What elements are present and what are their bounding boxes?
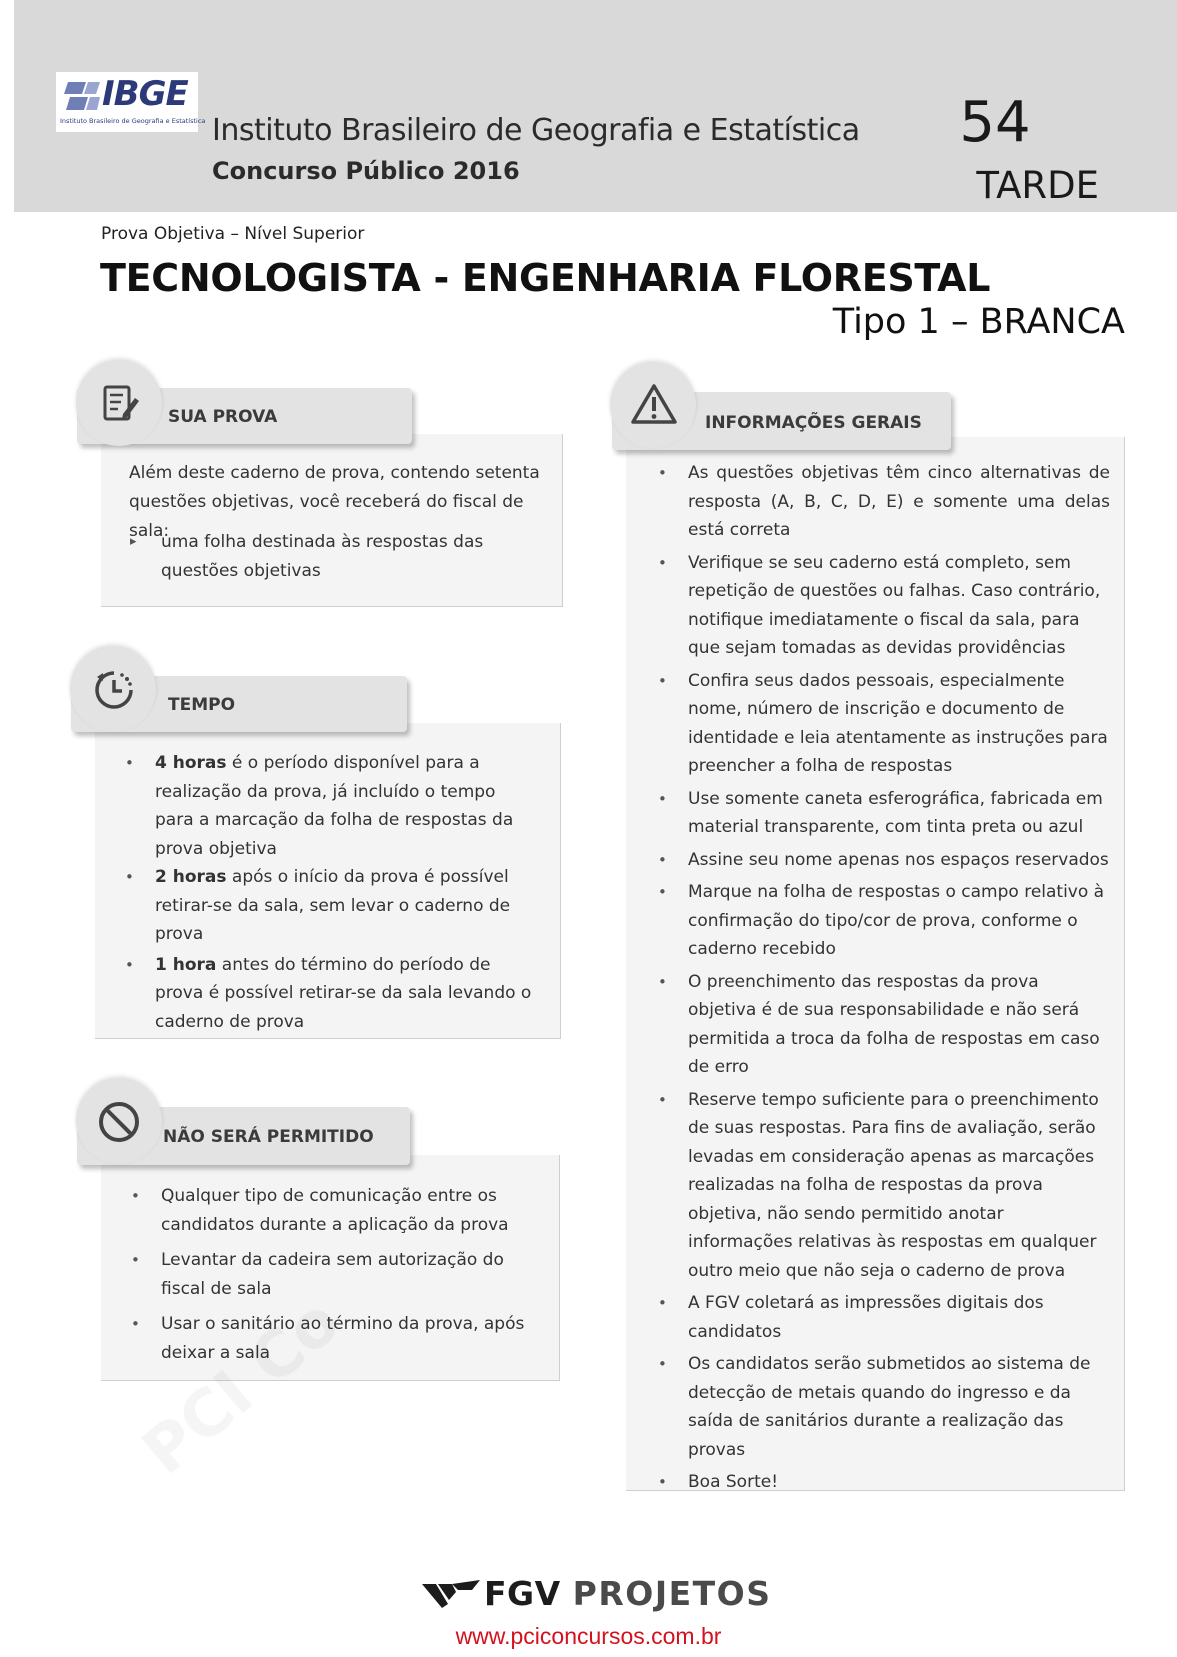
fgv-sub: PROJETOS	[572, 1574, 772, 1613]
list-item: • Assine seu nome apenas nos espaços reservados	[656, 846, 1110, 875]
ibge-logo-mark-icon	[62, 80, 102, 112]
concurso-title: Concurso Público 2016	[212, 157, 520, 185]
list-item	[123, 951, 539, 1037]
list-item: • As questões objetivas têm cinco alternativas de resposta (A, B, C, D, E) e somente uma delas está correta	[656, 459, 1110, 545]
tempo-text: após o início da prova é possível retirar-se da sala, sem levar o caderno de prova	[155, 867, 511, 944]
fgv-projetos-wordmark	[484, 1574, 771, 1613]
exam-tipo: Tipo 1 – BRANCA	[832, 302, 1125, 342]
list-item: • A FGV coletará as impressões digitais dos candidatos	[656, 1289, 1110, 1346]
list-item: • Os candidatos serão submetidos ao sistema de detecção de metais quando do ingresso e da saída de sanitários durante a realização das provas	[656, 1350, 1110, 1464]
list-item: • Usar o sanitário ao término da prova, após deixar a sala	[129, 1310, 545, 1367]
list-item: • Use somente caneta esferográfica, fabricada em material transparente, com tinta preta ou azul	[656, 785, 1110, 842]
tempo-text: antes do término do período de prova é possível retirar-se da sala levando o caderno de prova	[155, 954, 532, 1032]
list-item	[123, 863, 539, 949]
prova-type: Prova Objetiva – Nível Superior	[101, 224, 365, 244]
informacoes-title: INFORMAÇÕES GERAIS	[705, 413, 922, 433]
ibge-logo	[56, 72, 206, 132]
exam-number: 54	[959, 90, 1031, 155]
list-item: ▸ uma folha destinada às respostas das questões objetivas	[129, 528, 549, 585]
list-item: • Marque na folha de respostas o campo relativo à confirmação do tipo/cor de prova, conforme o caderno recebido	[656, 878, 1110, 964]
sua-prova-box	[101, 434, 563, 607]
list-item: • Reserve tempo suficiente para o preenchimento de suas respostas. Para fins de avaliação, serão levadas em consideração apenas as marcações realizadas na folha de respostas da prova objetiva, não sendo permitido anotar informações relativas às respostas em qualquer outro meio que não seja o caderno de prova	[656, 1086, 1110, 1286]
tempo-text: é o período disponível para a realização da prova, já incluído o tempo para a marcação da folha de respostas da prova objetiva	[155, 753, 514, 859]
sua-prova-list	[129, 528, 549, 585]
nao-permitido-badge	[76, 1078, 162, 1164]
list-item: • Qualquer tipo de comunicação entre os candidatos durante a aplicação da prova	[129, 1182, 545, 1239]
exam-turno: TARDE	[976, 164, 1099, 207]
clock-timer-icon	[93, 669, 135, 711]
list-item: • Verifique se seu caderno está completo, sem repetição de questões ou falhas. Caso contrário, notifique imediatamente o fiscal da sala, para que sejam tomadas as devidas providências	[656, 549, 1110, 663]
ibge-logo-subtext: Instituto Brasileiro de Geografia e Estatística	[60, 117, 206, 125]
sua-prova-badge	[76, 360, 162, 446]
tempo-badge	[70, 646, 156, 732]
ibge-logo-text: IBGE	[102, 74, 188, 114]
fgv-logo-mark-icon	[422, 1580, 480, 1610]
list-item: • O preenchimento das respostas da prova objetiva é de sua responsabilidade e não será permitida a troca da folha de respostas em caso de erro	[656, 968, 1110, 1082]
document-edit-icon	[101, 384, 141, 424]
tempo-list	[123, 749, 539, 1036]
tempo-lead: 1 hora	[155, 954, 217, 975]
institution-name: Instituto Brasileiro de Geografia e Estatística	[212, 113, 860, 148]
sua-prova-title: SUA PROVA	[168, 407, 278, 427]
informacoes-badge	[610, 362, 696, 448]
informacoes-list	[656, 459, 1110, 1497]
fgv-projetos-logo	[422, 1574, 774, 1614]
tempo-title: TEMPO	[168, 695, 236, 715]
sua-prova-intro: Além deste caderno de prova, contendo setenta questões objetivas, você receberá do fiscal de sala:	[129, 463, 540, 541]
list-item: • Levantar da cadeira sem autorização do fiscal de sala	[129, 1246, 545, 1303]
website-link[interactable]: www.pciconcursos.com.br	[455, 1623, 722, 1649]
tempo-lead: 4 horas	[155, 753, 227, 773]
tempo-box	[95, 723, 561, 1039]
list-item: • Confira seus dados pessoais, especialmente nome, número de inscrição e documento de identidade e leia atentamente as instruções para preencher a folha de respostas	[656, 667, 1110, 781]
warning-triangle-icon	[630, 382, 678, 426]
page-title: TECNOLOGISTA - ENGENHARIA FLORESTAL	[100, 256, 991, 300]
nao-permitido-title: NÃO SERÁ PERMITIDO	[163, 1127, 374, 1147]
list-item	[123, 749, 539, 863]
tempo-lead: 2 horas	[155, 867, 227, 887]
fgv-main: FGV	[484, 1574, 561, 1613]
informacoes-box	[626, 437, 1125, 1491]
list-item: • Boa Sorte!	[656, 1468, 1110, 1497]
prohibited-icon	[97, 1100, 141, 1144]
